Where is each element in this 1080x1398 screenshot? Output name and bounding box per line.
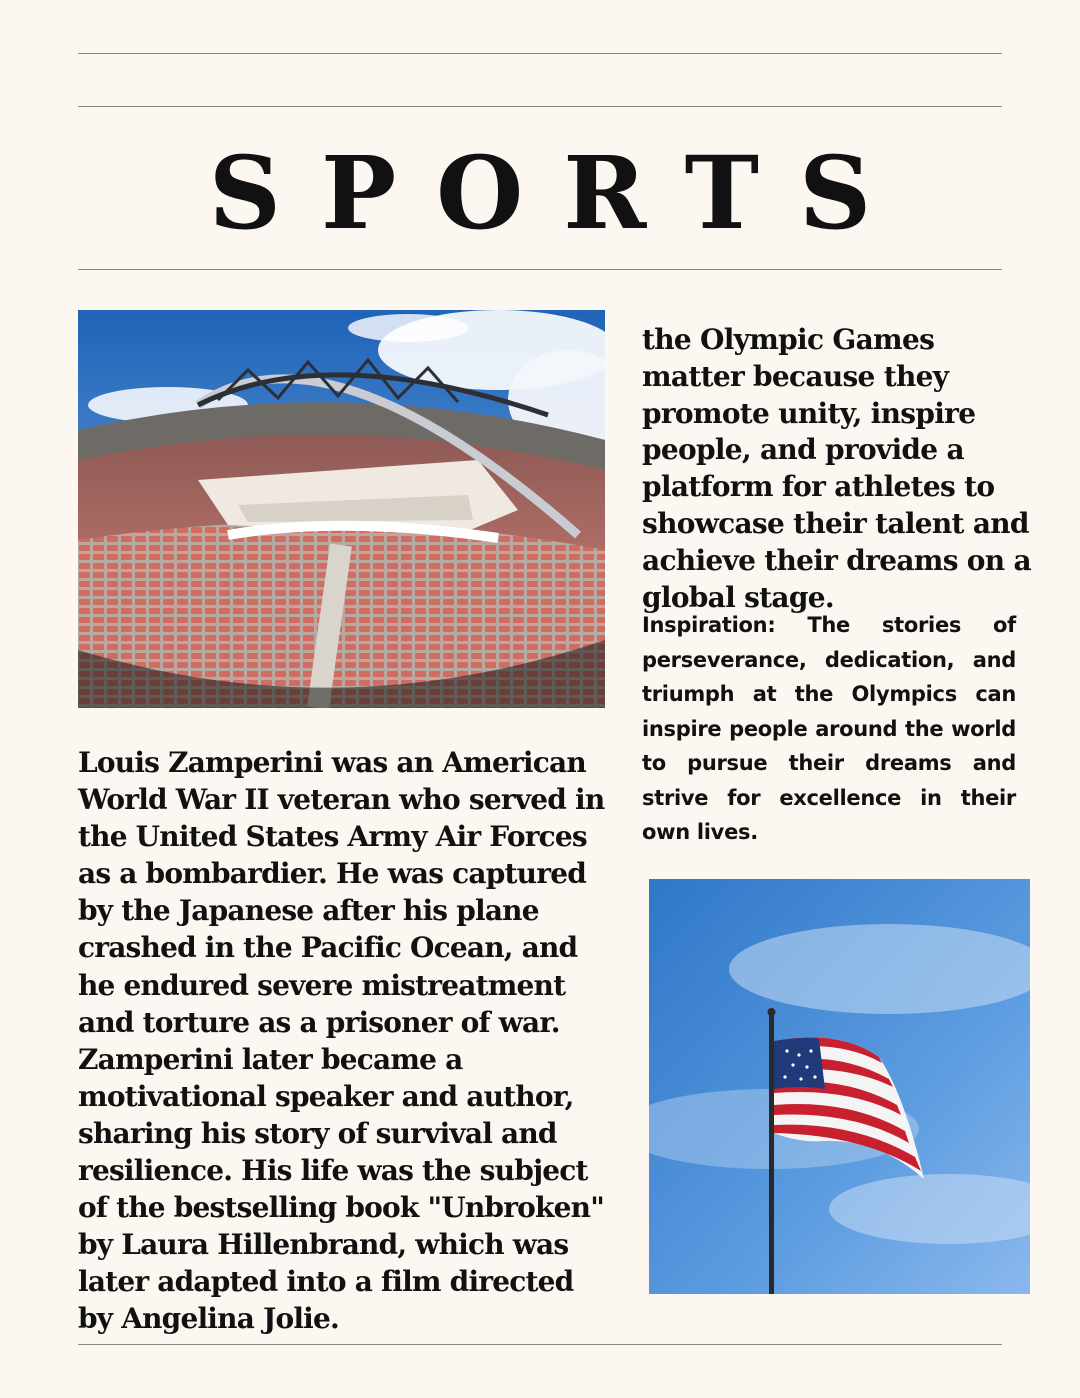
top-rule-1 [78,53,1002,54]
bottom-rule [78,1344,1002,1345]
olympics-paragraph: the Olympic Games matter because they promote unity, inspire people, and provide a platform for athletes to showcase their talent and achieve their dreams on a global stage. [642,323,1031,614]
title-underline-rule [78,269,1002,270]
american-flag-photo [649,879,1030,1294]
inspiration-paragraph: Inspiration: The stories of perseverance, dedication, and triumph at the Olympics can inspire people around the world to pursue their dreams and strive for excellence in their own lives. [642,613,1016,844]
stadium-photo [78,310,605,708]
zamperini-paragraph: Louis Zamperini was an American World War II veteran who served in the United States Army Air Forces as a bombardier. He was captured by the Japanese after his plane crashed in the Pacific Ocean, and he endured severe mistreatment and torture as a prisoner of war. Zamperini later became a motivational speaker and author, sharing his story of survival and resilience. His life was the subject of the bestselling book "Unbroken" by Laura Hillenbrand, which was later adapted into a film directed by Angelina Jolie. [78,746,605,1336]
top-rule-2 [78,106,1002,107]
page-title: SPORTS [208,134,912,252]
